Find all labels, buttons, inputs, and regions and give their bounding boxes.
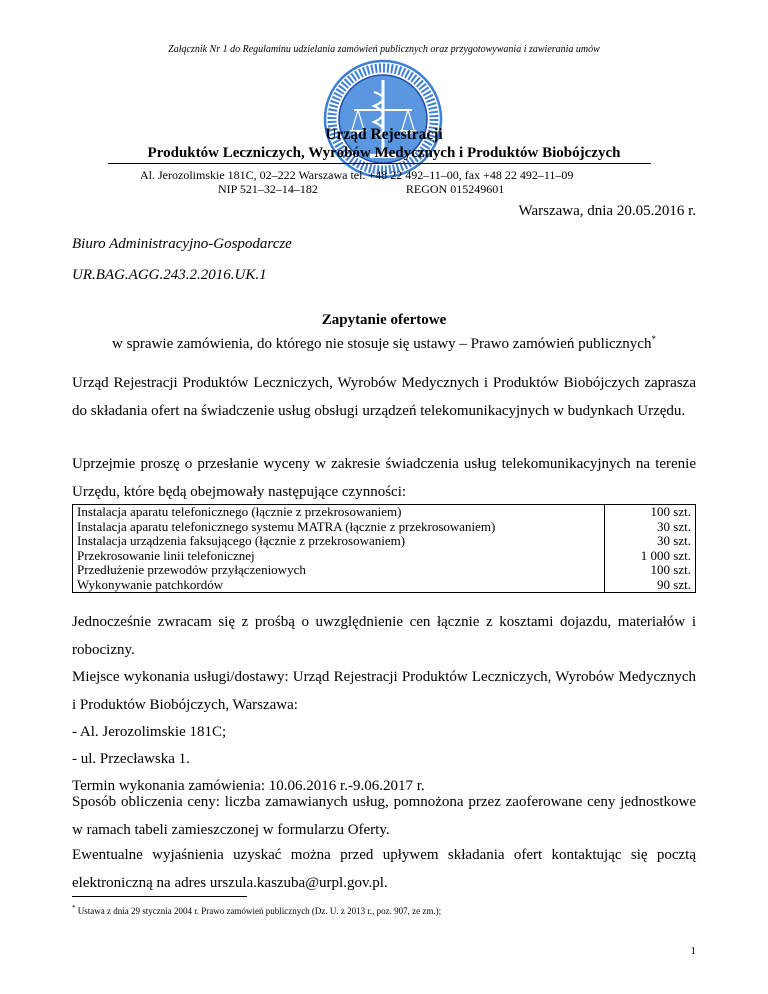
contact-paragraph: Ewentualne wyjaśnienia uzyskać można przed upływem składania ofert kontaktując się pocztą elektroniczną na adres urszula.kaszuba@urpl.gov.pl. xyxy=(72,847,696,891)
reference-number: UR.BAG.AGG.243.2.2016.UK.1 xyxy=(72,267,267,283)
org-regon: REGON 015249601 xyxy=(405,182,505,196)
header-divider xyxy=(108,163,651,164)
item-name: Instalacja aparatu telefonicznego (łącznie z przekrosowaniem) xyxy=(73,505,605,520)
subtitle-text: w sprawie zamówienia, do którego nie stosuje się ustawy – Prawo zamówień publicznych xyxy=(112,336,652,352)
location-paragraph: Miejsce wykonania usługi/dostawy: Urząd Rejestracji Produktów Leczniczych, Wyrobów Medycznych i Produktów Biobójczych, Warszawa: xyxy=(72,669,696,713)
intro-paragraph: Urząd Rejestracji Produktów Leczniczych, Wyrobów Medycznych i Produktów Biobójczych zaprasza do składania ofert na świadczenie usług obsługi urządzeń telekomunikacyjnych w budynkach Urzędu. xyxy=(72,375,696,419)
item-name: Wykonywanie patchkordów xyxy=(73,578,605,593)
annex-note: Załącznik Nr 1 do Regulaminu udzielania zamówień publicznych oraz przygotowywania i zawierania umów xyxy=(168,44,600,55)
org-name-line2: Produktów Leczniczych, Wyrobów Medycznych i Produktów Biobójczych xyxy=(147,145,621,161)
footnote-mark: * xyxy=(72,904,76,912)
org-address: Al. Jerozolimskie 181C, 02–222 Warszawa tel. +48 22 492–11–00, fax +48 22 492–11–09 xyxy=(140,168,574,182)
org-nip: NIP 521–32–14–182 xyxy=(218,182,318,196)
item-name: Instalacja urządzenia faksującego (łącznie z przekrosowaniem) xyxy=(73,534,605,549)
department: Biuro Administracyjno-Gospodarcze xyxy=(72,236,292,252)
footnote-divider xyxy=(72,896,247,897)
org-ids xyxy=(218,182,504,197)
pricing-paragraph: Sposób obliczenia ceny: liczba zamawianych usług, pomnożona przez zaoferowane ceny jednostkowe w ramach tabeli zamieszczonej w formularzu Oferty. xyxy=(72,794,696,838)
item-qty: 100 szt. xyxy=(605,505,696,520)
footnote-text: Ustawa z dnia 29 stycznia 2004 r. Prawo zamówień publicznych (Dz. U. z 2013 r., poz. 907, ze zm.); xyxy=(77,906,442,916)
item-name: Instalacja aparatu telefonicznego systemu MATRA (łącznie z przekrosowaniem) xyxy=(73,520,605,535)
document-title: Zapytanie ofertowe xyxy=(321,312,447,328)
item-qty: 90 szt. xyxy=(605,578,696,593)
table-row xyxy=(73,534,696,549)
table-row xyxy=(73,578,696,593)
table-row xyxy=(73,505,696,520)
table-row xyxy=(73,563,696,578)
item-qty: 30 szt. xyxy=(605,520,696,535)
costs-paragraph: Jednocześnie zwracam się z prośbą o uwzględnienie cen łącznie z kosztami dojazdu, materiałów i robocizny. xyxy=(72,614,696,658)
services-table xyxy=(72,504,696,593)
document-subtitle xyxy=(0,334,768,353)
term-paragraph: Termin wykonania zamówienia: 10.06.2016 r.-9.06.2017 r. xyxy=(72,778,425,794)
location-item-2: - ul. Przecławska 1. xyxy=(72,751,190,767)
item-name: Przekrosowanie linii telefonicznej xyxy=(73,549,605,564)
footnote xyxy=(72,904,441,916)
item-qty: 1 000 szt. xyxy=(605,549,696,564)
letter-date: Warszawa, dnia 20.05.2016 r. xyxy=(518,203,696,219)
request-paragraph: Uprzejmie proszę o przesłanie wyceny w zakresie świadczenia usług telekomunikacyjnych na terenie Urzędu, które będą obejmowały następujące czynności: xyxy=(72,456,696,500)
table-row xyxy=(73,520,696,535)
footnote-reference: * xyxy=(651,334,656,344)
item-name: Przedłużenie przewodów przyłączeniowych xyxy=(73,563,605,578)
page-number: 1 xyxy=(690,945,696,957)
item-qty: 30 szt. xyxy=(605,534,696,549)
item-qty: 100 szt. xyxy=(605,563,696,578)
location-item-1: - Al. Jerozolimskie 181C; xyxy=(72,724,227,740)
table-row xyxy=(73,549,696,564)
org-name-line1: Urząd Rejestracji xyxy=(325,126,443,143)
